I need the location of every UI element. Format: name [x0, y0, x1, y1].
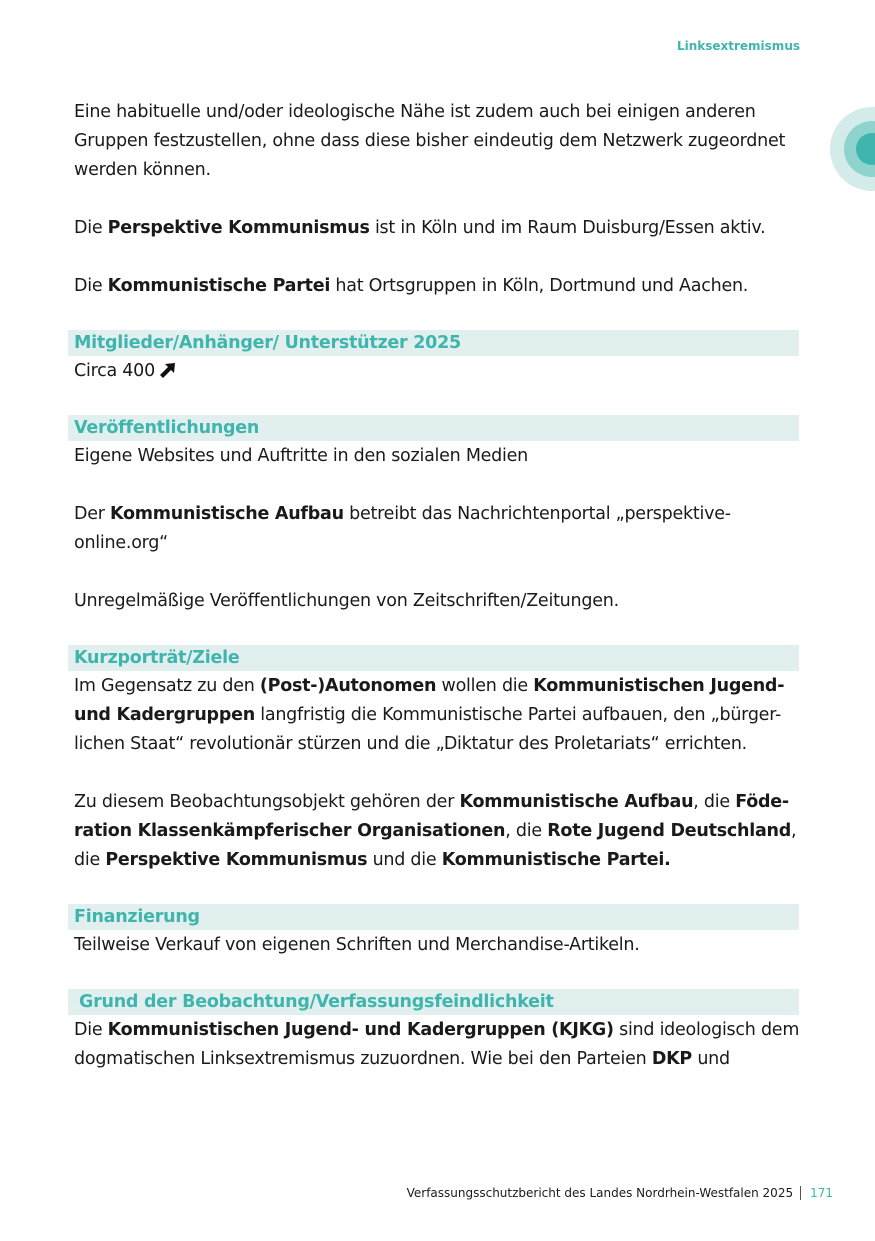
reason-p1: Die Kommunistischen Jugend- und Kadergruppen (KJKG) sind ideologisch dem dogmatischen Linksextremismus zuzuordnen. Wie bei den Parteien DKP und: [74, 1020, 800, 1069]
intro-paragraph: Eine habituelle und/oder ideologische Nähe ist zudem auch bei einigen anderen Gruppen festzustellen, ohne dass diese bisher eindeutig dem Netzwerk zugeordnet werden können.: [74, 102, 786, 180]
main-content: [74, 98, 802, 1103]
section-header: Linksextremismus: [676, 39, 800, 53]
decorative-circles-icon: [830, 107, 875, 191]
members-heading: Mitglieder/Anhänger/ Unterstützer 2025: [68, 330, 799, 356]
partei-paragraph: Die Kommunistische Partei hat Ortsgruppen in Köln, Dortmund und Aachen.: [74, 276, 749, 296]
profile-heading: Kurzporträt/Ziele: [68, 645, 799, 671]
profile-p1: Im Gegensatz zu den (Post-)Autonomen wollen die Kommunistischen Jugend- und Kadergruppen langfristig die Kommunistische Partei aufbauen, den „bürger- lichen Staat“ revolutionär stürzen und die „Diktatur des Proletariats“ errichten.: [74, 676, 785, 754]
footer-title: Verfassungsschutzbericht des Landes Nordrhein-Westfalen 2025: [406, 1186, 794, 1200]
publications-p3: Unregelmäßige Veröffentlichungen von Zeitschriften/Zeitungen.: [74, 591, 619, 611]
publications-p1: Eigene Websites und Auftritte in den sozialen Medien: [74, 446, 529, 466]
publications-heading: Veröffentlichungen: [68, 415, 799, 441]
page-footer: [407, 1186, 833, 1200]
page-number: 171: [810, 1186, 833, 1200]
financing-heading: Finanzierung: [68, 904, 799, 930]
profile-p2: Zu diesem Beobachtungsobjekt gehören der Kommunistische Aufbau, die Föde- ration Klassenkämpferischer Organisationen, die Rote Jugend Deutschland, die Perspektive Kommunismus und die Kommunistische Partei.: [74, 792, 797, 870]
members-value: Circa 400: [74, 357, 802, 386]
perspektive-paragraph: Die Perspektive Kommunismus ist in Köln und im Raum Duisburg/Essen aktiv.: [74, 218, 766, 238]
reason-heading: Grund der Beobachtung/Verfassungsfeindlichkeit: [68, 989, 799, 1015]
publications-p2: Der Kommunistische Aufbau betreibt das Nachrichtenportal „perspektive- online.org“: [74, 504, 731, 553]
financing-p1: Teilweise Verkauf von eigenen Schriften und Merchandise-Artikeln.: [74, 935, 640, 955]
footer-divider: [800, 1186, 801, 1200]
arrow-up-right-icon: [159, 361, 177, 379]
